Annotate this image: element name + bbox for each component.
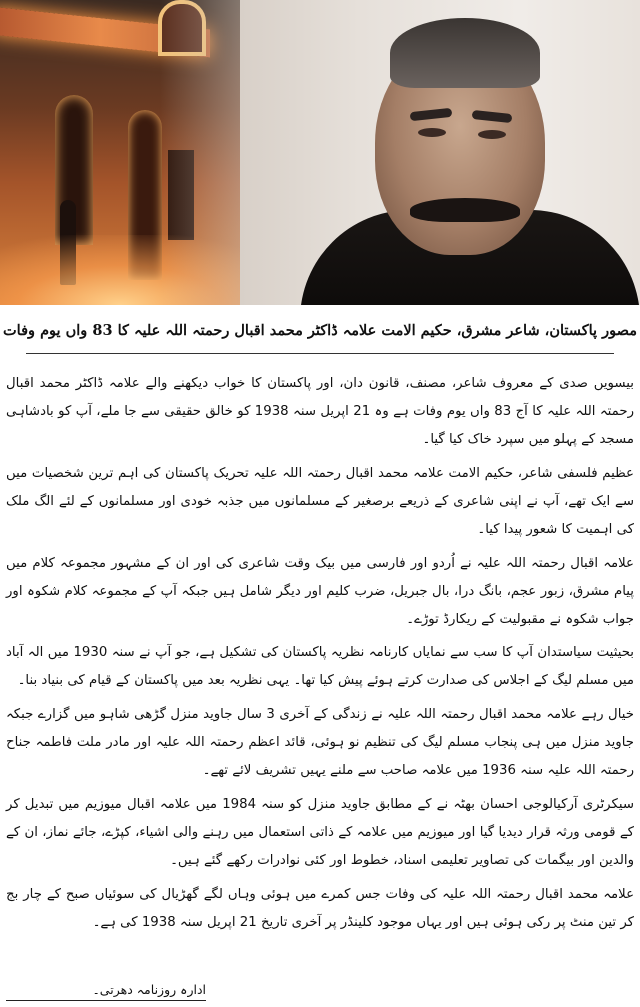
article-title: مصور پاکستان، شاعر مشرق، حکیم الامت علامہ ڈاکٹر محمد اقبال رحمتہ اللہ علیہ کا 83 واں یوم وفات xyxy=(3,322,637,339)
paragraph: خیال رہے علامہ محمد اقبال رحمتہ اللہ علیہ نے زندگی کے آخری 3 سال جاوید منزل گڑھی شاہو میں گزارے جبکہ جاوید منزل میں ہی پنجاب مسلم لیگ کی تنظیم نو ہوئی، قائد اعظم رحمتہ اللہ علیہ اور مادر ملت فاطمہ جناح رحمتہ اللہ علیہ سنہ 1936 میں علامہ صاحب سے ملنے یہیں تشریف لائے تھے۔ xyxy=(6,707,634,779)
hero-image xyxy=(0,0,640,305)
paragraph: علامہ محمد اقبال رحمتہ اللہ علیہ کی وفات جس کمرے میں ہوئی وہاں لگے گھڑیال کی سوئیاں صبح کے چار بج کر تین منٹ پر رکی ہوئی ہیں اور یہاں موجود کلینڈر پر آخری تاریخ 21 اپریل سنہ 1938 کی ہے۔ xyxy=(6,886,634,930)
portrait-eye xyxy=(478,130,506,139)
paragraph: بحیثیت سیاستدان آپ کا سب سے نمایاں کارنامہ نظریہ پاکستان کی تشکیل ہے، جو آپ نے سنہ 1930 میں الہ آباد میں مسلم لیگ کے اجلاس کی صدارت کرتے ہوئے پیش کیا تھا۔ یہی نظریہ بعد میں پاکستان کے قیام کی بنیاد بنا۔ xyxy=(6,645,635,689)
credit-underline xyxy=(6,1000,206,1001)
portrait-eye xyxy=(418,128,446,137)
source-credit: ادارہ روزنامہ دھرتی۔ xyxy=(92,982,206,997)
portrait-moustache xyxy=(410,198,520,222)
paragraph: علامہ اقبال رحمتہ اللہ علیہ نے اُردو اور فارسی میں بیک وقت شاعری کی اور ان کے مشہور مجموعہ کلام میں پیام مشرق، زبور عجم، بانگ درا، بال جبریل، ضرب کلیم اور دیگر شامل ہیں جبکہ آپ کے مجموعہ کلام شکوہ اور جواب شکوہ نے مقبولیت کے ریکارڈ توڑے۔ xyxy=(6,555,634,627)
portrait-hair xyxy=(390,18,540,88)
article-body xyxy=(6,370,634,943)
portrait xyxy=(240,0,640,305)
title-divider xyxy=(26,353,614,354)
paragraph: عظیم فلسفی شاعر، حکیم الامت علامہ محمد اقبال رحمتہ اللہ علیہ تحریک پاکستان کی اہم ترین شخصیات میں سے ایک تھے، آپ نے اپنی شاعری کے ذریعے برصغیر کے مسلمانوں میں جذبہ خودی اور مسلمانوں کے لئے الگ ملک کی اہمیت کا شعور پیدا کیا۔ xyxy=(6,465,634,537)
paragraph: بیسویں صدی کے معروف شاعر، مصنف، قانون دان، اور پاکستان کا خواب دیکھنے والے علامہ ڈاکٹر محمد اقبال رحمتہ اللہ علیہ کا آج 83 واں یوم وفات ہے وہ 21 اپریل سنہ 1938 کو خالق حقیقی سے جا ملے، آپ کو بادشاہی مسجد کے پہلو میں سپرد خاک کیا گیا۔ xyxy=(6,376,634,447)
paragraph: سیکرٹری آرکیالوجی احسان بھٹہ نے کے مطابق جاوید منزل کو سنہ 1984 میں علامہ اقبال میوزیم میں تبدیل کر کے قومی ورثہ قرار دیدیا گیا اور میوزیم میں علامہ کے ذاتی استعمال میں رہنے والی اشیاء، کپڑے، جائے نماز، ان کے والدین اور بیگمات کی تصاویر تعلیمی اسناد، خطوط اور کئی نوادرات رکھے گئے ہیں۔ xyxy=(6,797,634,868)
